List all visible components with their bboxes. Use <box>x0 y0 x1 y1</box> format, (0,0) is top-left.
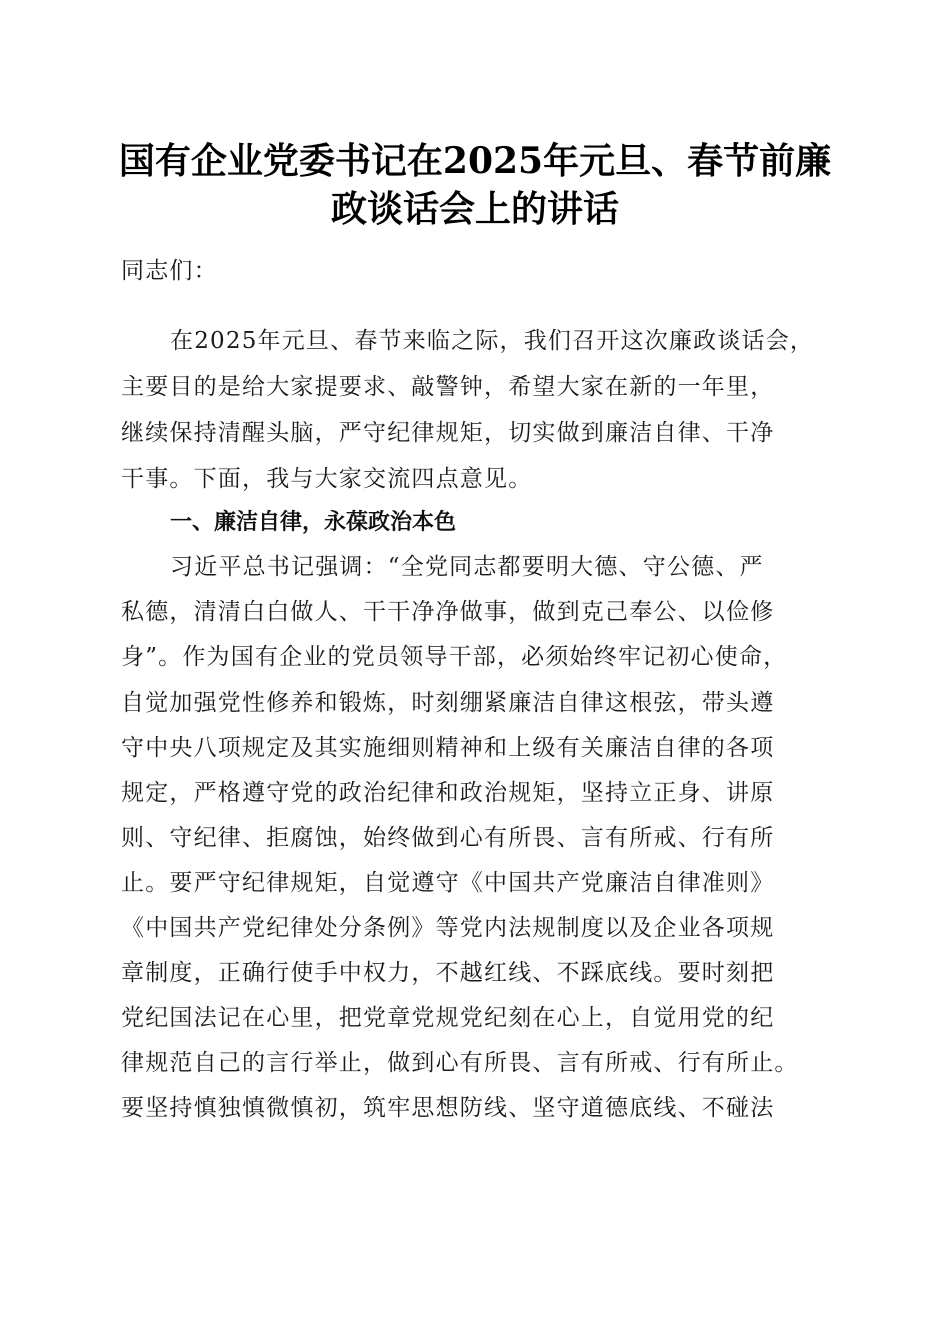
paragraph-line: 规定，严格遵守党的政治纪律和政治规矩，坚持立正身、讲原 <box>121 780 775 806</box>
paragraph-line: 止。要严守纪律规矩，自觉遵守《中国共产党廉洁自律准则》 <box>121 870 775 896</box>
paragraph-line: 要坚持慎独慎微慎初，筑牢思想防线、坚守道德底线、不碰法 <box>121 1095 775 1121</box>
intro-line: 主要目的是给大家提要求、敲警钟，希望大家在新的一年里， <box>121 374 775 400</box>
paragraph-line: 习近平总书记强调：“全党同志都要明大德、守公德、严 <box>170 554 764 580</box>
paragraph-line: 身”。作为国有企业的党员领导干部，必须始终牢记初心使命， <box>121 644 788 670</box>
paragraph-line: 党纪国法记在心里，把党章党规党纪刻在心上，自觉用党的纪 <box>121 1005 775 1031</box>
salutation: 同志们： <box>121 258 218 284</box>
intro-line: 干事。下面，我与大家交流四点意见。 <box>121 466 533 492</box>
paragraph-line: 《中国共产党纪律处分条例》等党内法规制度以及企业各项规 <box>121 915 775 941</box>
paragraph-line: 则、守纪律、拒腐蚀，始终做到心有所畏、言有所戒、行有所 <box>121 825 775 851</box>
paragraph-line: 章制度，正确行使手中权力，不越红线、不踩底线。要时刻把 <box>121 960 775 986</box>
paragraph-line: 私德，清清白白做人、干干净净做事，做到克己奉公、以俭修 <box>121 599 775 625</box>
intro-line: 继续保持清醒头脑，严守纪律规矩，切实做到廉洁自律、干净 <box>121 420 775 446</box>
document-title-line-2: 政谈话会上的讲话 <box>330 188 619 230</box>
intro-line: 在2025年元旦、春节来临之际，我们召开这次廉政谈话会， <box>170 328 815 354</box>
section-heading: 一、廉洁自律，永葆政治本色 <box>170 510 457 535</box>
paragraph-line: 律规范自己的言行举止，做到心有所畏、言有所戒、行有所止。 <box>121 1050 799 1076</box>
paragraph-line: 自觉加强党性修养和锻炼，时刻绷紧廉洁自律这根弦，带头遵 <box>121 690 775 716</box>
paragraph-line: 守中央八项规定及其实施细则精神和上级有关廉洁自律的各项 <box>121 735 775 761</box>
document-title-line-1: 国有企业党委书记在2025年元旦、春节前廉 <box>118 140 832 182</box>
